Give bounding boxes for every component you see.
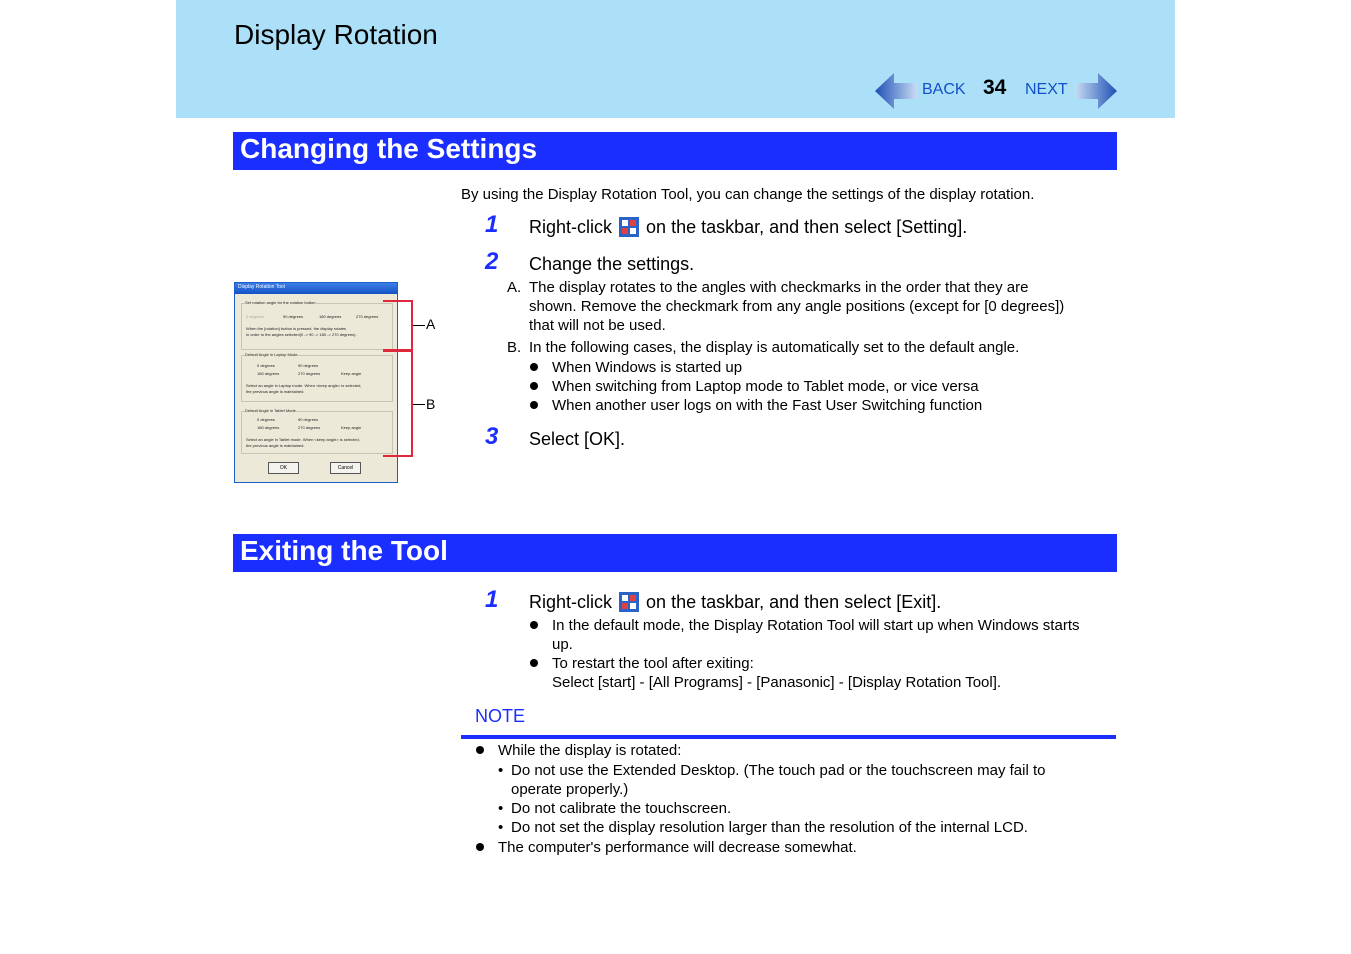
note-label: NOTE xyxy=(475,706,526,726)
step-text-before: Right-click xyxy=(529,592,613,612)
step-text-after: on the taskbar, and then select [Exit]. xyxy=(646,592,942,612)
dialog-title: Display Rotation Tool xyxy=(238,284,285,290)
item-a-line: shown. Remove the checkmark from any angle positions (except for [0 degrees]) xyxy=(529,298,1065,315)
dialog-titlebar xyxy=(235,283,397,294)
radio-90-degrees: 90 degrees xyxy=(298,417,319,422)
list-item: When switching from Laptop mode to Tablet mode, or vice versa xyxy=(552,378,979,395)
page-number: 34 xyxy=(983,76,1007,99)
bracket-a xyxy=(383,300,413,351)
bullet-dot-icon xyxy=(476,843,484,851)
callout-label-b: B xyxy=(426,396,436,412)
checkbox-180-degrees: 180 degrees xyxy=(319,314,342,319)
bullet-dot-icon xyxy=(530,621,538,629)
next-link[interactable]: NEXT xyxy=(1025,81,1068,98)
bullet-dot-icon xyxy=(476,746,484,754)
note-subitem: Do not set the display resolution larger than the resolution of the internal LCD. xyxy=(511,819,1028,836)
checkbox-270-degrees: 270 degrees xyxy=(356,314,379,319)
group-title: Default Angle in Laptop Mode xyxy=(245,352,298,357)
step-2-text: Change the settings. xyxy=(529,254,695,274)
page-title: Display Rotation xyxy=(234,19,438,50)
list-item: up. xyxy=(552,636,573,653)
settings-dialog-screenshot xyxy=(234,282,398,483)
sub-bullet: • xyxy=(498,800,504,817)
group-description: the previous angle is maintained. xyxy=(246,443,305,448)
radio-keep-angle: Keep angle xyxy=(341,371,362,376)
step-3-text: Select [OK]. xyxy=(529,429,626,449)
step-number: 1 xyxy=(485,211,499,238)
callout-line-a xyxy=(413,325,425,326)
note-item: The computer's performance will decrease somewhat. xyxy=(498,839,857,856)
group-description: in order to the angles selected(0 -> 90 -> 180 -> 270 degrees). xyxy=(246,332,357,337)
radio-keep-angle: Keep angle xyxy=(341,425,362,430)
list-item: When Windows is started up xyxy=(552,359,743,376)
bullet-dot-icon xyxy=(530,659,538,667)
section-heading-exiting-tool xyxy=(233,534,1117,572)
item-b-label: B. xyxy=(507,339,522,356)
radio-180-degrees: 180 degrees xyxy=(257,425,280,430)
group-description: Select an angle in Tablet mode. When <keep angle> is selected, xyxy=(246,437,360,442)
radio-90-degrees: 90 degrees xyxy=(298,363,319,368)
step-number: 1 xyxy=(485,586,499,613)
sub-bullet: • xyxy=(498,819,504,836)
radio-0-degrees: 0 degrees xyxy=(257,363,275,368)
note-item: While the display is rotated: xyxy=(498,742,682,759)
callout-line-b xyxy=(413,404,425,405)
step-text-before: Right-click xyxy=(529,217,613,237)
note-subitem: operate properly.) xyxy=(511,781,629,798)
note-subitem: Do not calibrate the touchscreen. xyxy=(511,800,732,817)
step-number: 3 xyxy=(485,423,499,450)
item-a-line: The display rotates to the angles with checkmarks in the order that they are xyxy=(529,279,1029,296)
cancel-button: Cancel xyxy=(330,462,361,474)
item-a-label: A. xyxy=(507,279,522,296)
sub-bullet: • xyxy=(498,762,504,779)
next-arrow-icon[interactable] xyxy=(1074,72,1118,110)
exit-step-1-text xyxy=(529,591,941,613)
list-item: To restart the tool after exiting: xyxy=(552,655,754,672)
intro-text: By using the Display Rotation Tool, you can change the settings of the display rotation. xyxy=(461,186,1035,203)
callout-label-a: A xyxy=(426,316,436,332)
display-rotation-tray-icon xyxy=(619,592,639,612)
step-text-after: on the taskbar, and then select [Setting]. xyxy=(646,217,968,237)
section-title: Changing the Settings xyxy=(240,133,538,164)
page-navigation xyxy=(874,72,1118,110)
radio-270-degrees: 270 degrees xyxy=(298,425,321,430)
list-item: In the default mode, the Display Rotation Tool will start up when Windows starts xyxy=(552,617,1080,634)
radio-180-degrees: 180 degrees xyxy=(257,371,280,376)
group-description: Select an angle in Laptop mode. When <keep angle> is selected, xyxy=(246,383,362,388)
item-b-text: In the following cases, the display is automatically set to the default angle. xyxy=(529,339,1020,356)
group-title: Default Angle in Tablet Mode xyxy=(245,408,296,413)
bracket-b xyxy=(383,350,413,457)
bullet-dot-icon xyxy=(530,382,538,390)
list-item: Select [start] - [All Programs] - [Panasonic] - [Display Rotation Tool]. xyxy=(552,674,1002,691)
group-description: When the [rotation] button is pressed, the display rotates xyxy=(246,326,347,331)
checkbox-0-degrees: 0 degrees xyxy=(246,314,264,319)
back-arrow-icon[interactable] xyxy=(874,72,918,110)
bullet-dot-icon xyxy=(530,363,538,371)
bullet-dot-icon xyxy=(530,401,538,409)
checkbox-90-degrees: 90 degrees xyxy=(283,314,304,319)
section-heading-changing-settings xyxy=(233,132,1117,170)
step-number: 2 xyxy=(485,248,499,275)
radio-0-degrees: 0 degrees xyxy=(257,417,275,422)
item-a-line: that will not be used. xyxy=(529,317,666,334)
note-divider xyxy=(461,735,1116,739)
note-subitem: Do not use the Extended Desktop. (The touch pad or the touchscreen may fail to xyxy=(511,762,1046,779)
step-1-text xyxy=(529,216,967,238)
group-description: the previous angle is maintained. xyxy=(246,389,305,394)
list-item: When another user logs on with the Fast User Switching function xyxy=(552,397,983,414)
ok-button: OK xyxy=(268,462,299,474)
section-title: Exiting the Tool xyxy=(240,535,448,566)
back-link[interactable]: BACK xyxy=(922,81,966,98)
group-title: Set rotation angle for the rotation button xyxy=(245,300,316,305)
display-rotation-tray-icon xyxy=(619,217,639,237)
radio-270-degrees: 270 degrees xyxy=(298,371,321,376)
